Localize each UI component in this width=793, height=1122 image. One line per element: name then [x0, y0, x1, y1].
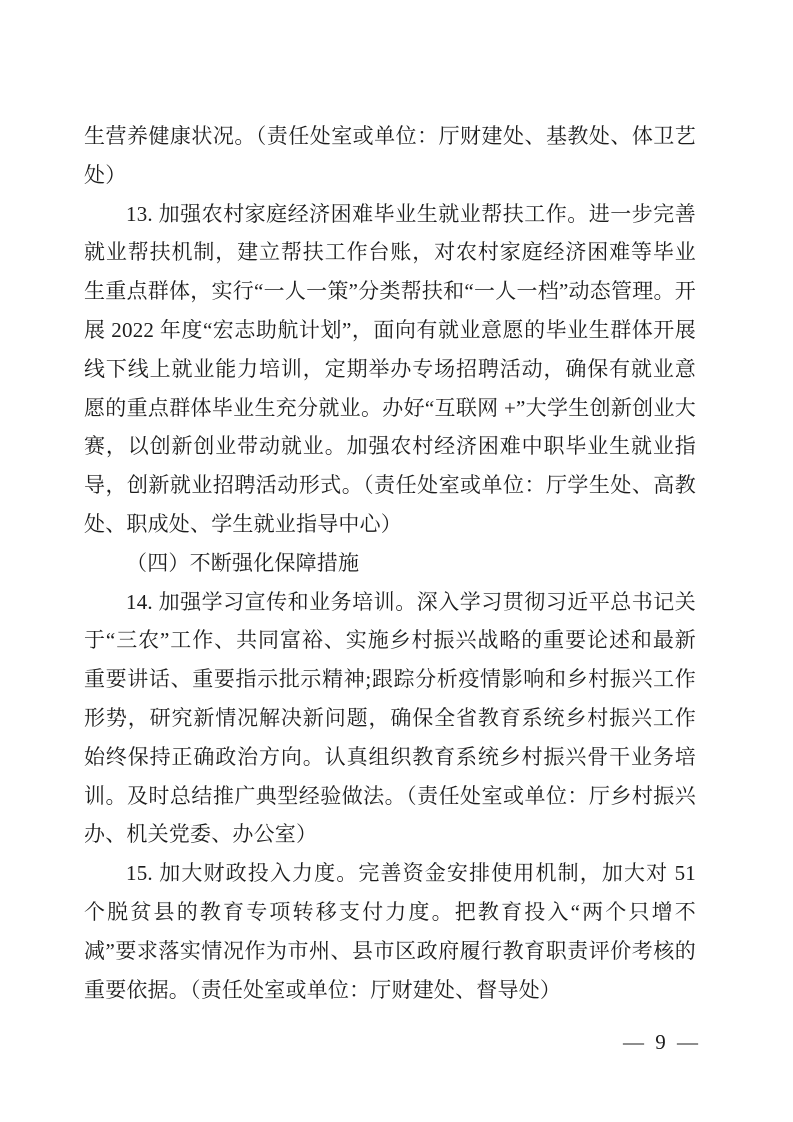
- paragraph-item-13: 13. 加强农村家庭经济困难毕业生就业帮扶工作。进一步完善就业帮扶机制，建立帮扶工作台账，对农村家庭经济困难等毕业生重点群体，实行“一人一策”分类帮扶和“一人一档”动态管理。开展 2022 年度“宏志助航计划”，面向有就业意愿的毕业生群体开展线下线上就业能力培训，定期举办专场招聘活动，确保有就业意愿的重点群体毕业生充分就业。办好“互联网 +”大学生创新创业大赛，以创新创业带动就业。加强农村经济困难中职毕业生就业指导，创新就业招聘活动形式。（责任处室或单位：厅学生处、高教处、职成处、学生就业指导中心）: [84, 201, 696, 536]
- paragraph-item-14: 14. 加强学习宣传和业务培训。深入学习贯彻习近平总书记关于“三农”工作、共同富裕、实施乡村振兴战略的重要论述和最新重要讲话、重要指示批示精神;跟踪分析疫情影响和乡村振兴工作形势，研究新情况解决新问题，确保全省教育系统乡村振兴工作始终保持正确政治方向。认真组织教育系统乡村振兴骨干业务培训。及时总结推广典型经验做法。（责任处室或单位：厅乡村振兴办、机关党委、办公室）: [84, 589, 696, 847]
- paragraph-item-15: 15. 加大财政投入力度。完善资金安排使用机制，加大对 51 个脱贫县的教育专项转移支付力度。把教育投入“两个只增不减”要求落实情况作为市州、县市区政府履行教育职责评价考核的重要依据。（责任处室或单位：厅财建处、督导处）: [84, 861, 696, 1002]
- paragraph-continuation: 生营养健康状况。（责任处室或单位：厅财建处、基教处、体卫艺处）: [84, 124, 696, 187]
- document-body: [84, 117, 696, 1009]
- page-number: — 9 —: [623, 1030, 701, 1054]
- section-heading-4: （四）不断强化保障措施: [126, 550, 360, 575]
